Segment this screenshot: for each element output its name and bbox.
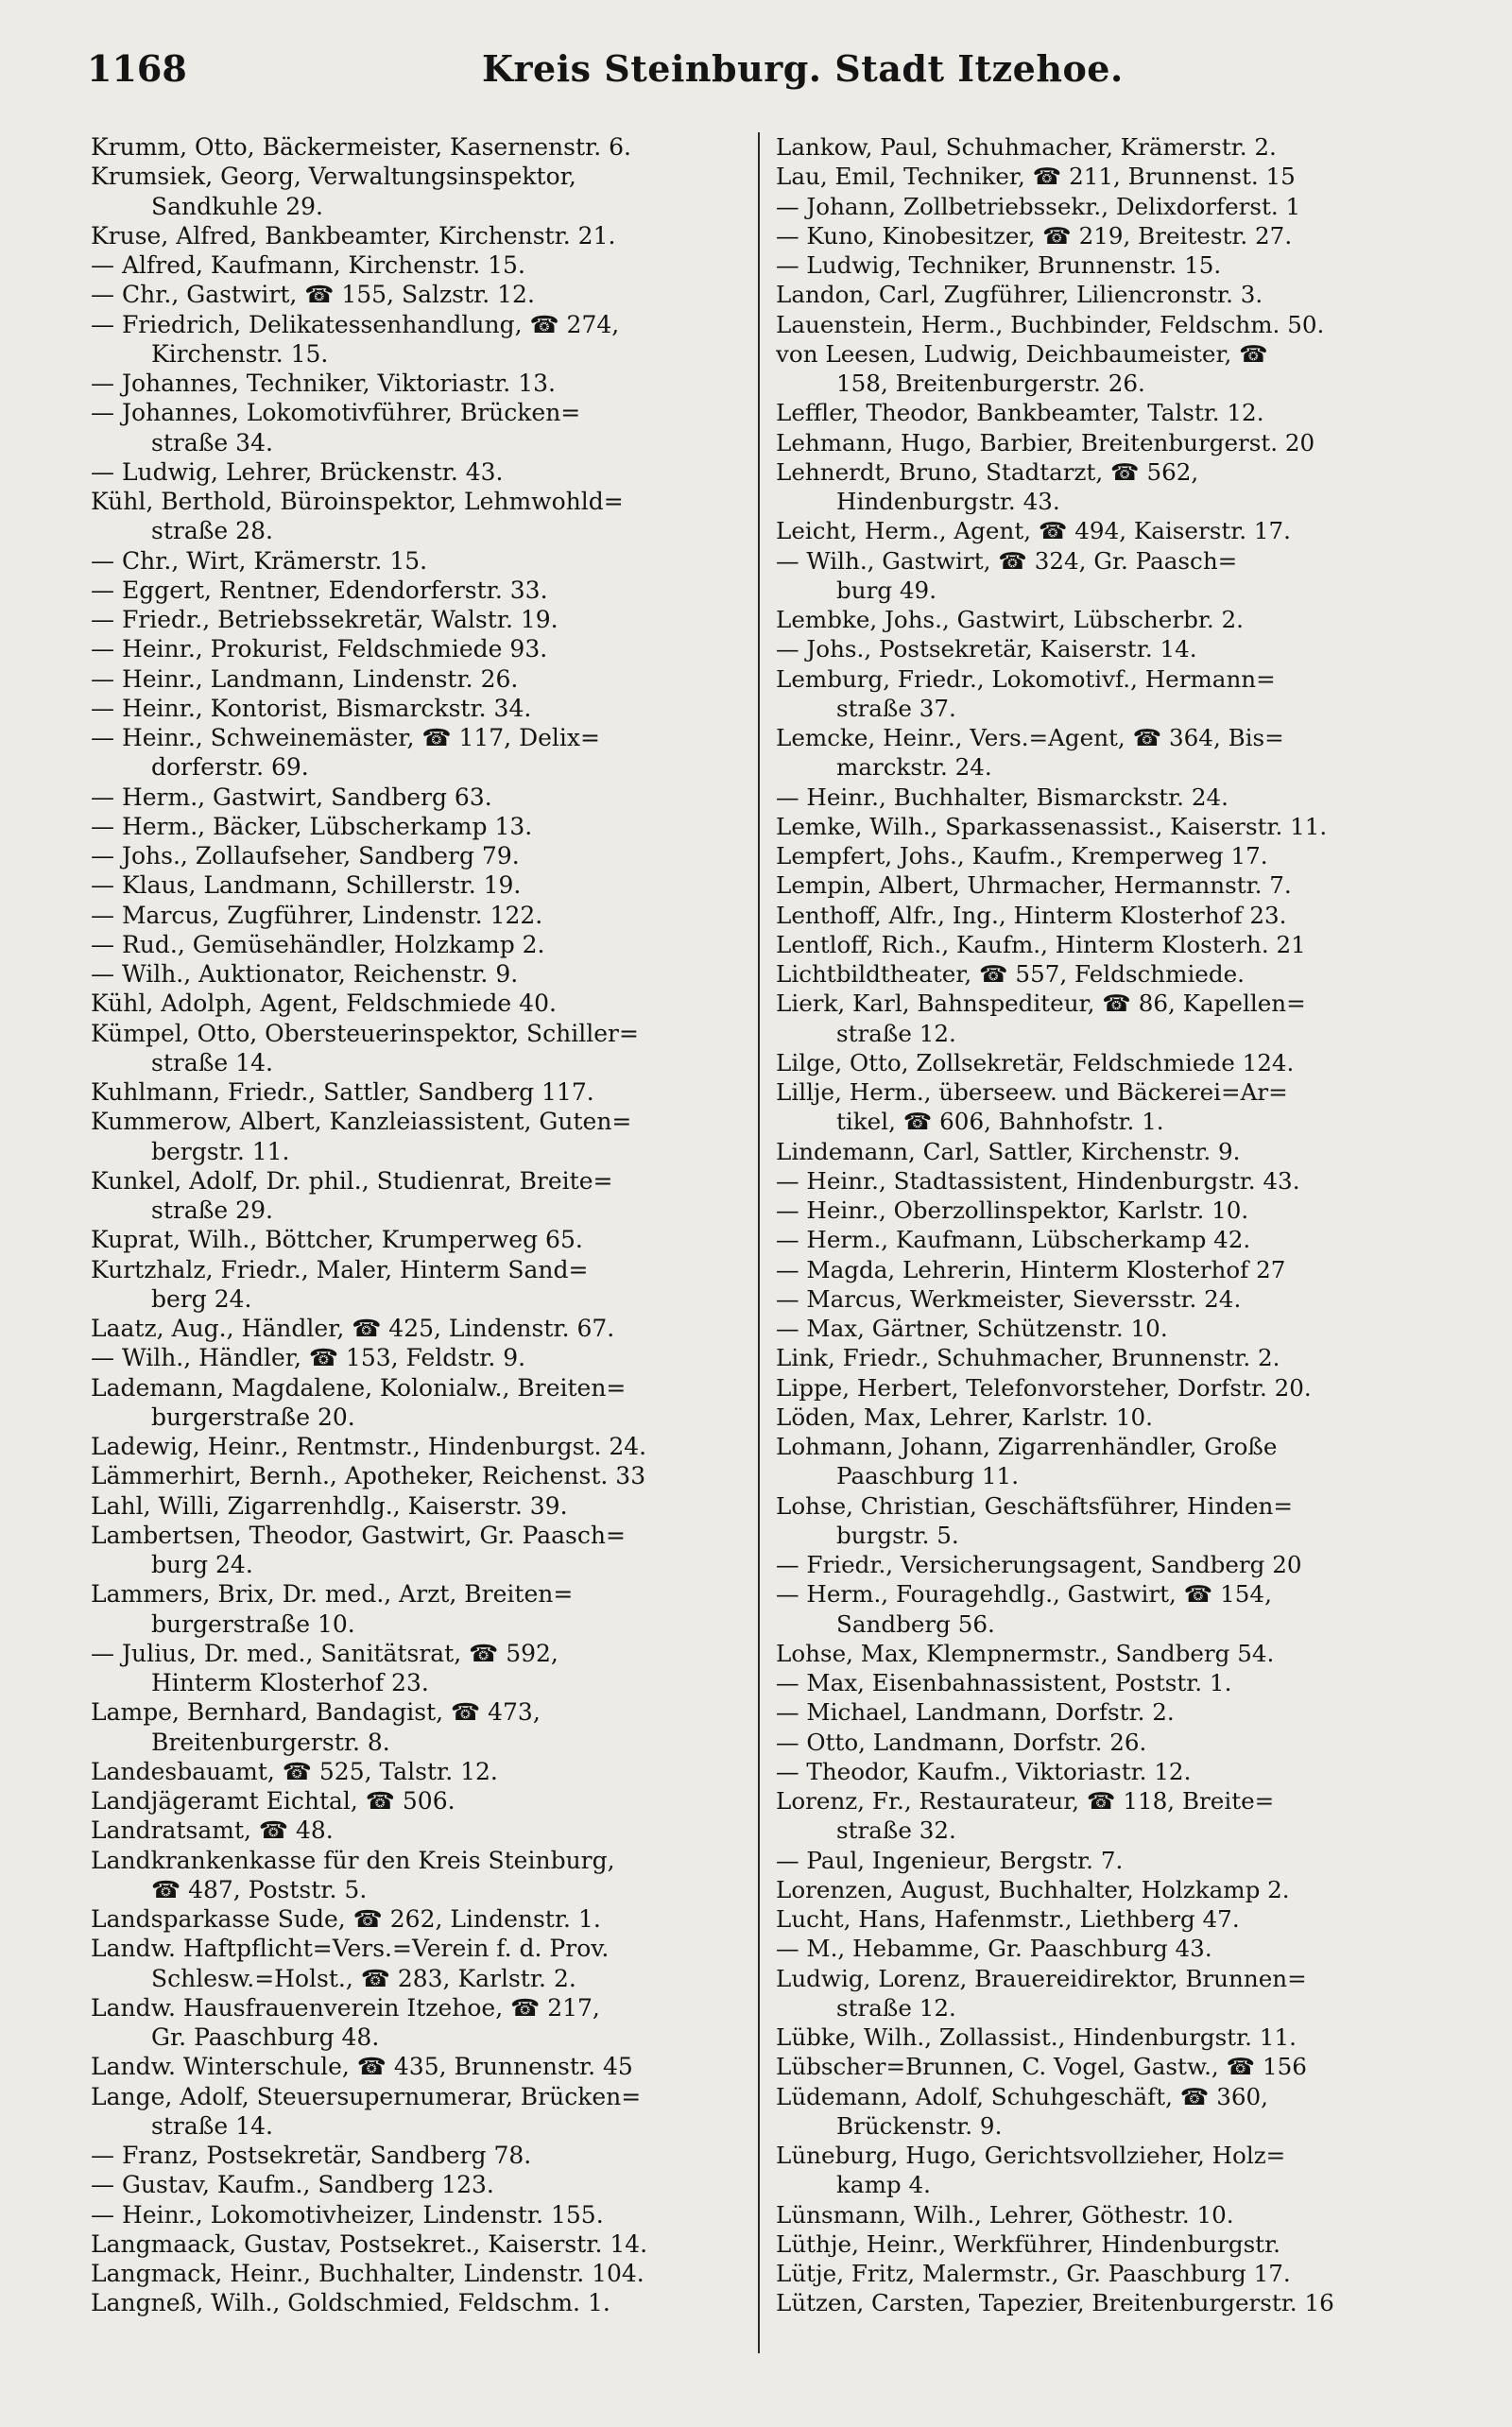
directory-entry: Landesbauamt, ☎ 525, Talstr. 12. bbox=[91, 1757, 498, 1785]
directory-entry: — Herm., Fouragehdlg., Gastwirt, ☎ 154, bbox=[776, 1580, 1272, 1609]
directory-entry: Ladewig, Heinr., Rentmstr., Hindenburgst. 24. bbox=[91, 1433, 647, 1460]
directory-entry: Kunkel, Adolf, Dr. phil., Studienrat, Breite= bbox=[91, 1166, 613, 1195]
directory-entry: — Friedr., Betriebssekretär, Walstr. 19. bbox=[91, 606, 558, 633]
directory-entry: — Heinr., Stadtassistent, Hindenburgstr. 43. bbox=[776, 1166, 1300, 1195]
directory-entry: Lübke, Wilh., Zollassist., Hindenburgstr. 11. bbox=[776, 2023, 1297, 2051]
directory-entry: Kühl, Adolph, Agent, Feldschmiede 40. bbox=[91, 990, 557, 1018]
entry-continuation: marckstr. 24. bbox=[836, 753, 992, 782]
directory-entry: — Rud., Gemüsehändler, Holzkamp 2. bbox=[91, 930, 545, 958]
directory-entry: — Heinr., Prokurist, Feldschmiede 93. bbox=[91, 635, 548, 663]
directory-entry: Langmaack, Gustav, Postsekret., Kaiserstr. 14. bbox=[91, 2229, 648, 2258]
entry-continuation: Breitenburgerstr. 8. bbox=[151, 1728, 390, 1756]
directory-entry: — Wilh., Auktionator, Reichenstr. 9. bbox=[91, 960, 519, 988]
directory-entry: Leffler, Theodor, Bankbeamter, Talstr. 12. bbox=[776, 399, 1264, 427]
directory-entry: Lambertsen, Theodor, Gastwirt, Gr. Paasch= bbox=[91, 1521, 626, 1549]
directory-entry: Lempfert, Johs., Kaufm., Kremperweg 17. bbox=[776, 842, 1268, 869]
directory-entry: Lenthoff, Alfr., Ing., Hinterm Klosterhof 23. bbox=[776, 901, 1287, 929]
directory-entry: Langmack, Heinr., Buchhalter, Lindenstr. 104. bbox=[91, 2260, 644, 2287]
entry-continuation: Hinterm Klosterhof 23. bbox=[151, 1669, 429, 1696]
directory-entry: — Johannes, Techniker, Viktoriastr. 13. bbox=[91, 370, 556, 397]
entry-continuation: Gr. Paaschburg 48. bbox=[151, 2023, 380, 2051]
directory-entry: Lützen, Carsten, Tapezier, Breitenburgerstr. 16 bbox=[776, 2289, 1334, 2317]
directory-entry: — Theodor, Kaufm., Viktoriastr. 12. bbox=[776, 1757, 1192, 1785]
directory-entry: Löden, Max, Lehrer, Karlstr. 10. bbox=[776, 1403, 1153, 1431]
directory-entry: Ludwig, Lorenz, Brauereidirektor, Brunnen= bbox=[776, 1964, 1307, 1992]
directory-entry: Kuhlmann, Friedr., Sattler, Sandberg 117. bbox=[91, 1078, 594, 1106]
entry-continuation: burgstr. 5. bbox=[836, 1521, 959, 1549]
directory-entry: Lilge, Otto, Zollsekretär, Feldschmiede 124. bbox=[776, 1048, 1295, 1076]
directory-columns bbox=[91, 132, 1470, 2391]
directory-entry: — Herm., Gastwirt, Sandberg 63. bbox=[91, 783, 492, 811]
entry-continuation: berg 24. bbox=[151, 1284, 252, 1313]
entry-continuation: dorferstr. 69. bbox=[151, 753, 309, 782]
directory-entry: Lahl, Willi, Zigarrenhdlg., Kaiserstr. 39. bbox=[91, 1491, 568, 1520]
directory-entry: Kummerow, Albert, Kanzleiassistent, Guten= bbox=[91, 1108, 632, 1136]
directory-entry: Lorenz, Fr., Restaurateur, ☎ 118, Breite= bbox=[776, 1787, 1275, 1815]
directory-entry: Lemcke, Heinr., Vers.=Agent, ☎ 364, Bis= bbox=[776, 724, 1284, 751]
directory-entry: — M., Hebamme, Gr. Paaschburg 43. bbox=[776, 1935, 1212, 1963]
directory-entry: — Ludwig, Lehrer, Brückenstr. 43. bbox=[91, 457, 504, 486]
directory-entry: — Klaus, Landmann, Schillerstr. 19. bbox=[91, 871, 522, 900]
right-column bbox=[776, 132, 1428, 2391]
directory-entry: Lüdemann, Adolf, Schuhgeschäft, ☎ 360, bbox=[776, 2082, 1268, 2110]
directory-entry: Landratsamt, ☎ 48. bbox=[91, 1816, 334, 1845]
entry-continuation: straße 29. bbox=[151, 1196, 273, 1224]
entry-continuation: tikel, ☎ 606, Bahnhofstr. 1. bbox=[836, 1108, 1164, 1136]
directory-entry: Kurtzhalz, Friedr., Maler, Hinterm Sand= bbox=[91, 1255, 589, 1283]
entry-continuation: straße 37. bbox=[836, 694, 956, 722]
entry-continuation: straße 12. bbox=[836, 1993, 956, 2022]
directory-entry: — Eggert, Rentner, Edendorferstr. 33. bbox=[91, 576, 548, 604]
directory-entry: Lünsmann, Wilh., Lehrer, Göthestr. 10. bbox=[776, 2200, 1234, 2229]
directory-entry: Kümpel, Otto, Obersteuerinspektor, Schiller= bbox=[91, 1019, 639, 1047]
entry-continuation: Kirchenstr. 15. bbox=[151, 339, 329, 368]
directory-entry: Lange, Adolf, Steuersupernumerar, Brücken= bbox=[91, 2082, 642, 2110]
running-title: Kreis Steinburg. Stadt Itzehoe. bbox=[482, 47, 1124, 90]
directory-entry: Laatz, Aug., Händler, ☎ 425, Lindenstr. 67. bbox=[91, 1315, 615, 1342]
directory-entry: — Julius, Dr. med., Sanitätsrat, ☎ 592, bbox=[91, 1639, 558, 1667]
directory-entry: Lübscher=Brunnen, C. Vogel, Gastw., ☎ 156 bbox=[776, 2053, 1307, 2081]
directory-entry: Krumm, Otto, Bäckermeister, Kasernenstr. 6. bbox=[91, 133, 631, 161]
directory-entry: Lankow, Paul, Schuhmacher, Krämerstr. 2. bbox=[776, 133, 1277, 161]
directory-entry: Lorenzen, August, Buchhalter, Holzkamp 2. bbox=[776, 1875, 1290, 1903]
entry-continuation: straße 32. bbox=[836, 1816, 956, 1845]
directory-entry: — Heinr., Landmann, Lindenstr. 26. bbox=[91, 664, 519, 693]
directory-entry: — Johannes, Lokomotivführer, Brücken= bbox=[91, 399, 581, 427]
page-number: 1168 bbox=[87, 47, 187, 90]
directory-entry: — Gustav, Kaufm., Sandberg 123. bbox=[91, 2171, 494, 2199]
directory-entry: Lütje, Fritz, Malermstr., Gr. Paaschburg 17. bbox=[776, 2260, 1291, 2287]
entry-continuation: burgerstraße 20. bbox=[151, 1403, 355, 1431]
directory-entry: Lempin, Albert, Uhrmacher, Hermannstr. 7. bbox=[776, 871, 1292, 900]
entry-continuation: bergstr. 11. bbox=[151, 1137, 290, 1165]
directory-entry: — Heinr., Kontorist, Bismarckstr. 34. bbox=[91, 694, 532, 722]
directory-entry: — Kuno, Kinobesitzer, ☎ 219, Breitestr. 27. bbox=[776, 221, 1293, 250]
directory-entry: — Wilh., Gastwirt, ☎ 324, Gr. Paasch= bbox=[776, 546, 1238, 575]
directory-entry: Lillje, Herm., überseew. und Bäckerei=Ar= bbox=[776, 1078, 1288, 1106]
directory-entry: — Max, Eisenbahnassistent, Poststr. 1. bbox=[776, 1669, 1232, 1696]
directory-entry: — Chr., Wirt, Krämerstr. 15. bbox=[91, 546, 428, 575]
directory-entry: — Marcus, Zugführer, Lindenstr. 122. bbox=[91, 901, 543, 929]
directory-entry: — Heinr., Schweinemäster, ☎ 117, Delix= bbox=[91, 724, 600, 751]
directory-entry: — Paul, Ingenieur, Bergstr. 7. bbox=[776, 1846, 1124, 1874]
directory-entry: Leicht, Herm., Agent, ☎ 494, Kaiserstr. 17. bbox=[776, 517, 1292, 545]
entry-continuation: Sandkuhle 29. bbox=[151, 192, 323, 220]
directory-entry: Landsparkasse Sude, ☎ 262, Lindenstr. 1. bbox=[91, 1905, 601, 1933]
directory-entry: Lucht, Hans, Hafenmstr., Liethberg 47. bbox=[776, 1905, 1240, 1933]
directory-entry: Kruse, Alfred, Bankbeamter, Kirchenstr. 21. bbox=[91, 221, 616, 250]
entry-continuation: burg 49. bbox=[836, 576, 937, 604]
entry-continuation: burgerstraße 10. bbox=[151, 1609, 355, 1638]
directory-entry: Lehnerdt, Bruno, Stadtarzt, ☎ 562, bbox=[776, 457, 1199, 486]
directory-entry: Lohse, Max, Klempnermstr., Sandberg 54. bbox=[776, 1639, 1275, 1667]
directory-entry: — Johs., Zollaufseher, Sandberg 79. bbox=[91, 842, 520, 869]
directory-entry: — Wilh., Händler, ☎ 153, Feldstr. 9. bbox=[91, 1344, 526, 1372]
directory-entry: — Franz, Postsekretär, Sandberg 78. bbox=[91, 2142, 532, 2169]
directory-entry: Lembke, Johs., Gastwirt, Lübscherbr. 2. bbox=[776, 606, 1244, 633]
directory-entry: Krumsiek, Georg, Verwaltungsinspektor, bbox=[91, 163, 576, 191]
directory-entry: — Herm., Bäcker, Lübscherkamp 13. bbox=[91, 812, 533, 840]
directory-entry: Lemke, Wilh., Sparkassenassist., Kaiserstr. 11. bbox=[776, 812, 1328, 840]
directory-entry: Kuprat, Wilh., Böttcher, Krumperweg 65. bbox=[91, 1226, 583, 1254]
directory-entry: — Friedrich, Delikatessenhandlung, ☎ 274, bbox=[91, 310, 620, 338]
directory-entry: — Johann, Zollbetriebssekr., Delixdorferst. 1 bbox=[776, 192, 1301, 220]
directory-entry: Lierk, Karl, Bahnspediteur, ☎ 86, Kapellen= bbox=[776, 990, 1306, 1018]
directory-entry: Landjägeramt Eichtal, ☎ 506. bbox=[91, 1787, 455, 1815]
directory-entry: — Herm., Kaufmann, Lübscherkamp 42. bbox=[776, 1226, 1251, 1254]
directory-entry: Landw. Winterschule, ☎ 435, Brunnenstr. 45 bbox=[91, 2053, 633, 2081]
directory-entry: Lademann, Magdalene, Kolonialw., Breiten= bbox=[91, 1373, 627, 1402]
entry-continuation: Schlesw.=Holst., ☎ 283, Karlstr. 2. bbox=[151, 1964, 576, 1992]
directory-entry: Lau, Emil, Techniker, ☎ 211, Brunnenst. 15 bbox=[776, 163, 1296, 191]
column-divider bbox=[758, 132, 760, 2353]
entry-continuation: Hindenburgstr. 43. bbox=[836, 488, 1060, 515]
directory-entry: Lüneburg, Hugo, Gerichtsvollzieher, Holz= bbox=[776, 2142, 1286, 2169]
directory-entry: — Michael, Landmann, Dorfstr. 2. bbox=[776, 1698, 1175, 1727]
directory-entry: Lammers, Brix, Dr. med., Arzt, Breiten= bbox=[91, 1580, 574, 1609]
entry-continuation: burg 24. bbox=[151, 1551, 253, 1578]
directory-entry: Landon, Carl, Zugführer, Liliencronstr. 3. bbox=[776, 281, 1263, 309]
page-header bbox=[0, 47, 1512, 108]
directory-entry: — Heinr., Oberzollinspektor, Karlstr. 10. bbox=[776, 1196, 1249, 1224]
directory-entry: von Leesen, Ludwig, Deichbaumeister, ☎ bbox=[776, 339, 1268, 368]
entry-continuation: Brückenstr. 9. bbox=[836, 2111, 1003, 2140]
directory-entry: Lohse, Christian, Geschäftsführer, Hinden= bbox=[776, 1491, 1293, 1520]
directory-entry: Lemburg, Friedr., Lokomotivf., Hermann= bbox=[776, 664, 1276, 693]
entry-continuation: kamp 4. bbox=[836, 2171, 931, 2199]
entry-continuation: 158, Breitenburgerstr. 26. bbox=[836, 370, 1145, 397]
directory-entry: — Heinr., Lokomotivheizer, Lindenstr. 155. bbox=[91, 2200, 604, 2229]
entry-continuation: straße 34. bbox=[151, 428, 273, 456]
directory-entry: Landkrankenkasse für den Kreis Steinburg, bbox=[91, 1846, 615, 1874]
directory-entry: Lauenstein, Herm., Buchbinder, Feldschm. 50. bbox=[776, 310, 1325, 338]
directory-entry: Link, Friedr., Schuhmacher, Brunnenstr. 2. bbox=[776, 1344, 1280, 1372]
directory-entry: Lentloff, Rich., Kaufm., Hinterm Klosterh. 21 bbox=[776, 930, 1306, 958]
directory-entry: — Johs., Postsekretär, Kaiserstr. 14. bbox=[776, 635, 1197, 663]
directory-entry: Kühl, Berthold, Büroinspektor, Lehmwohld= bbox=[91, 488, 624, 515]
directory-entry: Lüthje, Heinr., Werkführer, Hindenburgstr. bbox=[776, 2229, 1280, 2258]
directory-entry: Lehmann, Hugo, Barbier, Breitenburgerst. 20 bbox=[776, 428, 1315, 456]
directory-entry: — Alfred, Kaufmann, Kirchenstr. 15. bbox=[91, 251, 525, 279]
entry-continuation: straße 14. bbox=[151, 1048, 273, 1076]
entry-continuation: ☎ 487, Poststr. 5. bbox=[151, 1875, 368, 1903]
entry-continuation: straße 12. bbox=[836, 1019, 956, 1047]
entry-continuation: Sandberg 56. bbox=[836, 1609, 995, 1638]
directory-entry: — Chr., Gastwirt, ☎ 155, Salzstr. 12. bbox=[91, 281, 535, 309]
directory-entry: — Ludwig, Techniker, Brunnenstr. 15. bbox=[776, 251, 1222, 279]
directory-entry: — Friedr., Versicherungsagent, Sandberg 20 bbox=[776, 1551, 1302, 1578]
entry-continuation: Paaschburg 11. bbox=[836, 1462, 1020, 1490]
directory-entry: Lippe, Herbert, Telefonvorsteher, Dorfstr. 20. bbox=[776, 1373, 1312, 1402]
directory-entry: Lohmann, Johann, Zigarrenhändler, Große bbox=[776, 1433, 1278, 1460]
directory-entry: — Max, Gärtner, Schützenstr. 10. bbox=[776, 1315, 1168, 1342]
entry-continuation: straße 14. bbox=[151, 2111, 273, 2140]
directory-entry: Lämmerhirt, Bernh., Apotheker, Reichenst. 33 bbox=[91, 1462, 646, 1490]
left-column bbox=[91, 132, 743, 2391]
directory-entry: Lampe, Bernhard, Bandagist, ☎ 473, bbox=[91, 1698, 541, 1727]
directory-entry: Lindemann, Carl, Sattler, Kirchenstr. 9. bbox=[776, 1137, 1241, 1165]
directory-entry: Landw. Haftpflicht=Vers.=Verein f. d. Prov. bbox=[91, 1935, 610, 1963]
directory-entry: — Marcus, Werkmeister, Sieversstr. 24. bbox=[776, 1284, 1242, 1313]
directory-entry: Landw. Hausfrauenverein Itzehoe, ☎ 217, bbox=[91, 1993, 600, 2022]
directory-entry: Langneß, Wilh., Goldschmied, Feldschm. 1. bbox=[91, 2289, 610, 2317]
directory-entry: — Heinr., Buchhalter, Bismarckstr. 24. bbox=[776, 783, 1228, 811]
directory-entry: Lichtbildtheater, ☎ 557, Feldschmiede. bbox=[776, 960, 1245, 988]
directory-entry: — Magda, Lehrerin, Hinterm Klosterhof 27 bbox=[776, 1255, 1286, 1283]
directory-entry: — Otto, Landmann, Dorfstr. 26. bbox=[776, 1728, 1147, 1756]
entry-continuation: straße 28. bbox=[151, 517, 273, 545]
